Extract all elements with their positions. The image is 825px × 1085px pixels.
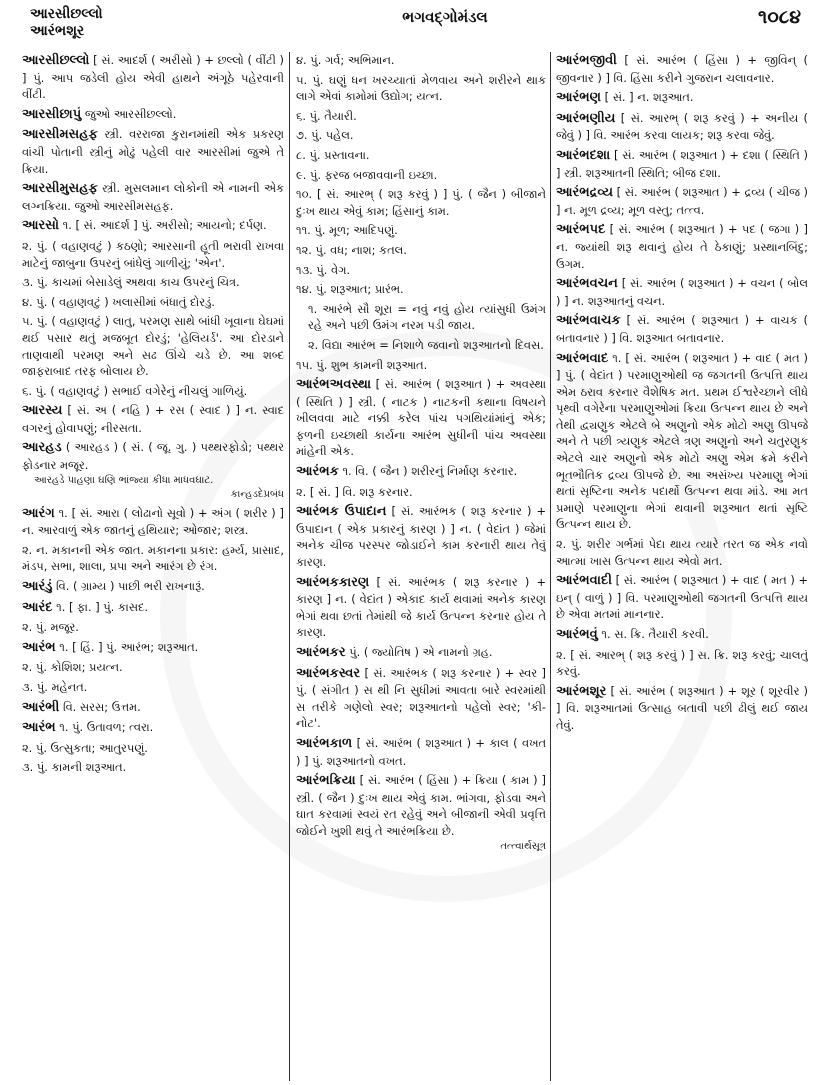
dictionary-entry (22, 217, 284, 235)
entry-definition: [ સં. આરંભ ( શરૂઆત ) + કાલ ( વખત ) ] પું. શરૂઆતનો વખત. (296, 735, 546, 768)
dictionary-entry (22, 719, 284, 737)
entry-headword: આરંભદ્રવ્ય (556, 185, 613, 201)
entry-headword: આરંભ (22, 720, 56, 736)
column-middle (296, 52, 546, 1081)
entry-definition: [ સં. ] ન. શરૂઆત. (604, 90, 694, 105)
dictionary-entry (556, 683, 808, 734)
entry-headword: આરંભવાદી (556, 573, 612, 589)
entry-headword: આરંદ (22, 599, 53, 615)
dictionary-entry (556, 52, 808, 86)
entry-headword: આરંભક ઉપાદાન (296, 504, 387, 520)
entry-definition: [ સં. આરંભક ( શરૂ કરનાર ) + ઉપાદાન ( એક પ્રકારનું કારણ ) ] ન. ( વેદાંત ) જેમાં અનેક ચીજ પરસ્પર જોડાઈને કામ કરનારી થાય તેવું કારણ. (296, 504, 546, 570)
entry-sense (296, 262, 546, 279)
entry-definition: [ સં. આરંભ ( શરૂઆત ) + વાચક ( બતાવનાર ) ] વિ. શરૂઆત બતાવનાર. (556, 313, 808, 345)
entry-definition: [ સં. આરંભક ( શરૂ કરનાર ) + કારણ ] ન. ( વેદાંત ) એકાદ કાર્ય થવામાં અનેક કારણ ભેગાં થવા છતાં તેમાંથી જે કાર્ય ઉત્પન્ન કરનાર હોય તે કારણ. (296, 574, 546, 640)
entry-sense (22, 238, 284, 271)
entry-sense (22, 659, 284, 676)
entry-headword: આરસ્ય (22, 403, 63, 419)
entry-headword: આરંભી (22, 699, 60, 715)
entry-definition: ૩. પું. મહેનત. (22, 680, 88, 694)
entry-headword: આરંભક્રિયા (296, 773, 356, 789)
dictionary-entry (22, 578, 284, 596)
entry-definition: ૧. [ સં. આરંભ ( શરૂઆત ) + વાદ ( મત ) ] પું. ( વેદાંત ) પરમાણુઓથી જ જગતની ઉત્પત્તિ થાય એમ ઠરાવ કરનાર વૈશેષિક મત. પ્રથમ ઈશ્વરેચ્છાને લીધે પૃથ્વી વગેરેના પરમાણુઓમાં ક્રિયા ઉત્પન્ન થાય છે અને તેથી દ્વ્યણુક એટલે બે અણુનો એક મોટો અણુ ઊપજે અને તે પછી ત્ર્યણુક એટલે ત્રણ અણુનો અને ચતુરણુક એટલે ચાર અણુનો એક મોટો અણુ એમ ક્રમે કરીને ભૂતભૌતિક દ્રવ્ય ઊપજે છે. આ અસંખ્ય પરમાણુ ભેગાં થતાં સૃષ્ટિના અનેક પદાર્થો ઉત્પન્ન થવા માંડે. આ મત પ્રમાણે પરમાણુના ભેગાં થવાની શરૂઆત થતાં સૃષ્ટિ ઉત્પન્ન થાય છે. (556, 350, 808, 532)
entry-headword: આરંભકર (296, 645, 346, 660)
entry-source: કાન્હડદેપ્રબંધ (230, 488, 284, 500)
dictionary-entry (556, 572, 808, 623)
entry-definition: ૧૨. પું. વધ; નાશ; કતલ. (296, 242, 407, 257)
entry-sense (296, 301, 546, 334)
entry-headword: આરંભવચન (556, 276, 618, 292)
entry-definition: જુઓ આરસીછલ્લો. (84, 106, 177, 121)
entry-sense (296, 127, 546, 144)
entry-headword: આરંગ (22, 505, 55, 521)
entry-sense (296, 337, 546, 354)
column-divider (550, 52, 551, 1081)
dictionary-entry (22, 639, 284, 657)
dictionary-entry (22, 439, 284, 501)
entry-sense (296, 281, 546, 298)
entry-definition: ( આરહડ ) ( સં. ( જૂ. ગુ. ) પથ્થરફોડો; પથ્થર ફોડનાર મજૂર. (22, 440, 284, 473)
entry-definition: ૬. પું. ( વહાણવટું ) સભાઈ વગેરેનું નીચલું ગાળિયું. (22, 383, 248, 398)
entry-headword: આરસીમસહફ (22, 127, 98, 143)
entry-definition: [ સં. આદર્શ ( અરીસો ) + છલ્લો ( વીંટી ) ] પું. આપ જડેલી હોય એવી હાથને અંગૂઠે પહેરવાની વીંટી. (22, 53, 284, 102)
entry-sense (22, 274, 284, 291)
guide-word-first: આરસીછલ્લો (30, 6, 103, 22)
entry-headword: આરસીછલ્લો (22, 53, 90, 68)
dictionary-entry (296, 376, 546, 460)
entry-definition: પું. ( જ્યોતિષ ) એ નામનો ગ્રહ. (349, 645, 493, 659)
entry-sense (22, 313, 284, 379)
entry-definition: ૧. પું. ઉતાવળ; ત્વરા. (59, 720, 154, 735)
entry-definition: ૪. પું. ( વહાણવટું ) ખલાસીમાં બંધાતું દોરડું. (22, 294, 215, 309)
page-header (30, 6, 801, 46)
entry-sense (22, 619, 284, 636)
entry-definition: ૫. પું. ( વહાણવટું ) લાતુ, પરમણ સાથે બાંધી ખૂવાના ઘેઘમાં થઈ પસાર થતું મજબૂત દોરડું; 'હેલિયર્ડ'. આ દોરડાને તાણવાથી પરમણ અને સઢ ઊંચે ચડે છે. આ શબ્દ જાફરાબાદ તરફ બોલાય છે. (22, 314, 284, 379)
entry-definition: ૨. [ સં. ] વિ. શરૂ કરનાર. (296, 484, 413, 499)
dictionary-entry (556, 626, 808, 644)
entry-definition: [ સં. આરંભક ( શરૂ કરનાર ) + સ્વર ] પું. ( સંગીત ) સ થી નિ સુધીમાં આવતા બારે સ્વરમાંથી સ તરીકે ગણેલો સ્વર; શરૂઆતનો પહેલો સ્વર; 'કી-નોટ'. (296, 665, 546, 731)
page-number: ૧૦૮૪ (758, 6, 801, 28)
entry-definition: [ સં. આરંભ ( શરૂઆત ) + દ્રવ્ય ( ચીજ ) ] ન. મૂળ દ્રવ્ય; મૂળ વસ્તુ; તત્ત્વ. (556, 185, 808, 217)
entry-headword: આરંભપદ (556, 222, 606, 238)
entry-sense (22, 679, 284, 696)
entry-definition: ૧. સ. ક્રિ. તૈયારી કરવી. (601, 627, 709, 641)
entry-definition: ૧. [ સં. આરા ( લોઢાનો સૂવો ) + અંગ ( શરીર ) ] ન. આરવાળું એક જાતનું હથિયાર; ઓજાર; શસ્ત્ર. (22, 505, 284, 538)
entry-headword: આરંભદશા (556, 147, 611, 163)
entry-sense (296, 242, 546, 259)
dictionary-entry (22, 180, 284, 214)
entry-headword: આરંભકસ્વર (296, 665, 361, 681)
entry-definition: [ સં. આરંભ ( હિંસા ) + ક્રિયા ( કામ ) ] સ્ત્રી. ( જૈન ) દુઃખ થાય એવું કામ. ભાંગવા, ફોડવા અને ઘાત કરવામાં સ્વયં રત રહેવું અને બીજાની એવી પ્રવૃત્તિ જોઈને ખુશી થવું તે આરંભક્રિયા છે. (296, 773, 546, 838)
dictionary-entry (22, 402, 284, 436)
entry-headword: આરહડ (22, 440, 62, 456)
dictionary-entry (556, 275, 808, 309)
entry-definition: ૧. [ ફા. ] પું. કાસદ. (56, 599, 148, 614)
entry-definition: ૫. પું. ઘણું ધન ખરચ્યાતાં મેળવાય અને શરીરને થાક લાગે એવાં કામોમાં ઉદ્યોગ; યત્ન. (296, 72, 546, 104)
entry-definition: ૧. [ હિં. ] પું. આરંભ; શરૂઆત. (59, 639, 199, 654)
entry-definition: ૧. વિ. ( જૈન ) શરીરનું નિર્માણ કરનાર. (342, 464, 518, 479)
entry-definition: ૬. પું. તૈયારી. (296, 108, 357, 123)
entry-sense (296, 72, 546, 105)
entry-headword: આરંભજીવી (556, 53, 617, 68)
dictionary-entry (22, 699, 284, 717)
entry-headword: આરંભઅવસ્થા (296, 377, 372, 393)
entry-definition: ૨. ન. મકાનની એક જાત. મકાનના પ્રકાર: હર્મ્ય, પ્રાસાદ, મંડપ, સભા, શાલા, પ્રપા અને આરંગ છે રંગ. (22, 542, 284, 574)
dictionary-entry (296, 735, 546, 769)
entry-sense (556, 536, 808, 569)
entry-sense (296, 52, 546, 69)
entry-definition: ૨. પું. ( વહાણવટું ) કઠણો; આરસાની હૂતી ભરાવી રાખવા માટેનું જાબુના ઉપરનું બાંધેલું ગાળીયું; 'એન'. (22, 238, 284, 270)
entry-headword: આરંભશૂર (556, 683, 607, 699)
entry-definition: ૧. આરંભે સૌ શૂરા = નવું નવું હોય ત્યાંસુધી ઉમંગ રહે અને પછી ઉમંગ નરમ પડી જાય. (308, 301, 546, 333)
dictionary-entry (296, 644, 546, 662)
dictionary-entry (22, 126, 284, 177)
entry-headword: આરંડું (22, 579, 53, 595)
entry-sense (556, 647, 808, 680)
entry-definition: ૨. વિદ્યા આરંભ = નિશાળે જવાનો શરૂઆતનો દિવસ. (308, 337, 544, 352)
guide-word-last: આરંભશૂર (30, 23, 85, 39)
dictionary-entry (22, 599, 284, 617)
entry-headword: આરંભકકારણ (296, 574, 370, 590)
entry-definition: સ્ત્રી. મુસલમાન લોકોની એ નામની એક લગ્નક્રિયા. જુઓ આરસીમસહફ. (22, 181, 284, 213)
dictionary-entry (556, 89, 808, 107)
entry-definition: ૩. પું. કાચમાં બેસાડેલું અથવા કાચ ઉપરનું ચિત્ર. (22, 275, 240, 290)
dictionary-entry (296, 665, 546, 732)
entry-definition: સ્ત્રી. વરરાજા કુરાનમાંથી એક પ્રકરણ વાંચી પોતાની સ્ત્રીનું મોઢું પહેલી વાર આરસીમાં જુએ તે ક્રિયા. (22, 127, 284, 176)
dictionary-entry (296, 463, 546, 481)
dictionary-entry (296, 772, 546, 853)
entry-quotation: આરહડે પાહણા ઘણિ ભાંજ્યા કીધા માધવઘાટ. (34, 474, 214, 486)
entry-definition: ૨. પું. ઉત્સુકતા; આતુરપણું. (22, 740, 148, 755)
entry-headword: આરંભવાચક (556, 313, 621, 329)
entry-definition: ૨. પું. શરીર ગર્ભમાં પેદા થાય ત્યારે તરત જ એક નવો આત્મા ખાસ ઉત્પન્ન થાય એવો મત. (556, 537, 808, 568)
column-right (556, 52, 808, 1081)
entry-sense (296, 484, 546, 501)
entry-headword: આરંભવું (556, 627, 598, 642)
entry-sense (22, 740, 284, 757)
entry-headword: આરંભણીય (556, 110, 616, 126)
entry-sense (22, 759, 284, 776)
dictionary-entry (22, 106, 284, 124)
entry-definition: ૨. પું. કોશિશ; પ્રયત્ન. (22, 660, 123, 675)
entry-sense (296, 108, 546, 125)
entry-headword: આરંભક (296, 464, 339, 480)
entry-headword: આરસીમુસહફ (22, 181, 98, 197)
dictionary-entry (296, 574, 546, 641)
dictionary-entry (296, 503, 546, 570)
entry-definition: [ સં. આરંભ ( શરૂઆત ) + પદ ( જગા ) ] ન. જ્યાંથી શરૂ થવાનું હોય તે ઠેકાણું; પ્રસ્થાનબિંદુ; ઉગમ. (556, 222, 808, 271)
entry-definition: ૧૪. પું. શરૂઆત; પ્રારંભ. (296, 282, 404, 297)
entry-definition: [ સં. આરંભ ( શરૂઆત ) + વાદ ( મત ) + ઇન્ ( વાળું ) ] વિ. પરમાણુઓથી જગતની ઉત્પત્તિ થાય છે એવા મતમાં માનનાર. (556, 573, 808, 622)
entry-definition: વિ. ( ગ્રામ્ય ) પાછી ભરી રાખનારૂં. (56, 579, 205, 594)
entry-definition: [ સં. આરંભ ( શરૂઆત ) + દશા ( સ્થિતિ ) ] સ્ત્રી. શરૂઆતની સ્થિતિ; બીજ દશા. (556, 147, 808, 180)
column-divider (289, 52, 290, 1081)
book-title: ભગવદ્ગોમંડલ (402, 8, 488, 26)
entry-definition: [ સં. આરંભ ( શરૂઆત ) + વચન ( બોલ ) ] ન. શરૂઆતનું વચન. (556, 276, 808, 308)
entry-headword: આરંભકાળ (296, 735, 353, 751)
dictionary-entry (22, 52, 284, 103)
entry-definition: ૨. પું. મજૂર. (22, 620, 79, 635)
entry-definition: ૭. પું. પહેલ. (296, 128, 354, 143)
entry-definition: [ સં. આરંભ ( શરૂઆત ) + શૂર ( શૂરવીર ) ] વિ. શરૂઆતમાં ઉત્સાહ બતાવી પછી ઢીલું થઈ જાય તેવું. (556, 683, 808, 732)
guide-words (30, 6, 103, 40)
dictionary-entry (556, 147, 808, 181)
entry-sense (296, 222, 546, 239)
entry-headword: આરંભણ (556, 90, 601, 106)
dictionary-entry (556, 221, 808, 272)
dictionary-entry (556, 110, 808, 144)
entry-sense (296, 186, 546, 219)
entry-definition: ૯. પું. ફરજ બજાવવાની ઇચ્છા. (296, 167, 438, 182)
entry-definition: [ સં. આરંભ ( હિંસા ) + જીવિન્ ( જીવનાર ) ] વિ. હિંસા કરીને ગુજરાન ચલાવનાર. (556, 53, 808, 85)
entry-sense (296, 167, 546, 184)
entry-definition: ૩. પું. કામની શરૂઆત. (22, 760, 127, 775)
dictionary-entry (22, 505, 284, 539)
entry-definition: ૨. [ સં. આરભ્ ( શરૂ કરવું ) ] સ. ક્રિ. શરૂ કરવું; ચાલતું કરવું. (556, 647, 808, 679)
entry-sense (22, 542, 284, 575)
entry-headword: આરંભ (22, 639, 56, 655)
entry-definition: ૧૫. પું. શુભ કામની શરૂઆત. (296, 357, 428, 372)
entry-headword: આરંભવાદ (556, 350, 609, 366)
entry-source: તત્ત્વાર્થસૂત્ર (500, 840, 546, 852)
entry-sense (22, 383, 284, 400)
entry-sense (296, 147, 546, 164)
entry-definition: ૧૩. પું. વેગ. (296, 262, 351, 277)
entry-definition: ૮. પું. પ્રસ્તાવના. (296, 147, 370, 162)
entry-definition: વિ. સરસ; ઉત્તમ. (63, 699, 141, 714)
entry-sense (296, 357, 546, 374)
entry-definition: ૪. પું. ગર્વ; અભિમાન. (296, 53, 395, 67)
entry-definition: ૧૧. પું. મૂળ; આદિપણું. (296, 223, 398, 238)
entry-definition: [ સં. અ ( નહિ ) + રસ ( સ્વાદ ) ] ન. સ્વાદ વગરનું હોવાપણું; નીરસતા. (22, 403, 284, 435)
entry-headword: આરસીછાપું (22, 106, 82, 122)
dictionary-entry (556, 350, 808, 534)
column-left (22, 52, 284, 1081)
entry-headword: આરસો (22, 218, 60, 234)
entry-definition: [ સં. આરંભ ( શરૂઆત ) + અવસ્થા ( સ્થિતિ ) ] સ્ત્રી. ( નાટક ) નાટકની કથાના વિષયને ખીલવવા માટે નક્કી કરેલ પાંચ પગથિયાંમાંનું એક; ફળની ઇચ્છાથી કાર્યના આરંભ સુધીની પાંચ અવસ્થા માંહેની એક. (296, 377, 546, 459)
dictionary-entry (556, 312, 808, 346)
entry-sense (22, 294, 284, 311)
entry-definition: ૧૦. [ સં. આરભ્ ( શરૂ કરવું ) ] પું. ( જૈન ) બીજાને દુઃખ થાય એવું કામ; હિંસાનું કામ. (296, 187, 546, 218)
entry-definition: [ સં. આરભ્ ( શરૂ કરવું ) + અનીય ( જેવું ) ] વિ. આરંભ કરવા લાયક; શરૂ કરવા જેવું. (556, 110, 808, 143)
dictionary-entry (556, 184, 808, 218)
entry-definition: ૧. [ સં. આદર્શ ] પું. અરીસો; આયનો; દર્પણ. (62, 218, 267, 233)
